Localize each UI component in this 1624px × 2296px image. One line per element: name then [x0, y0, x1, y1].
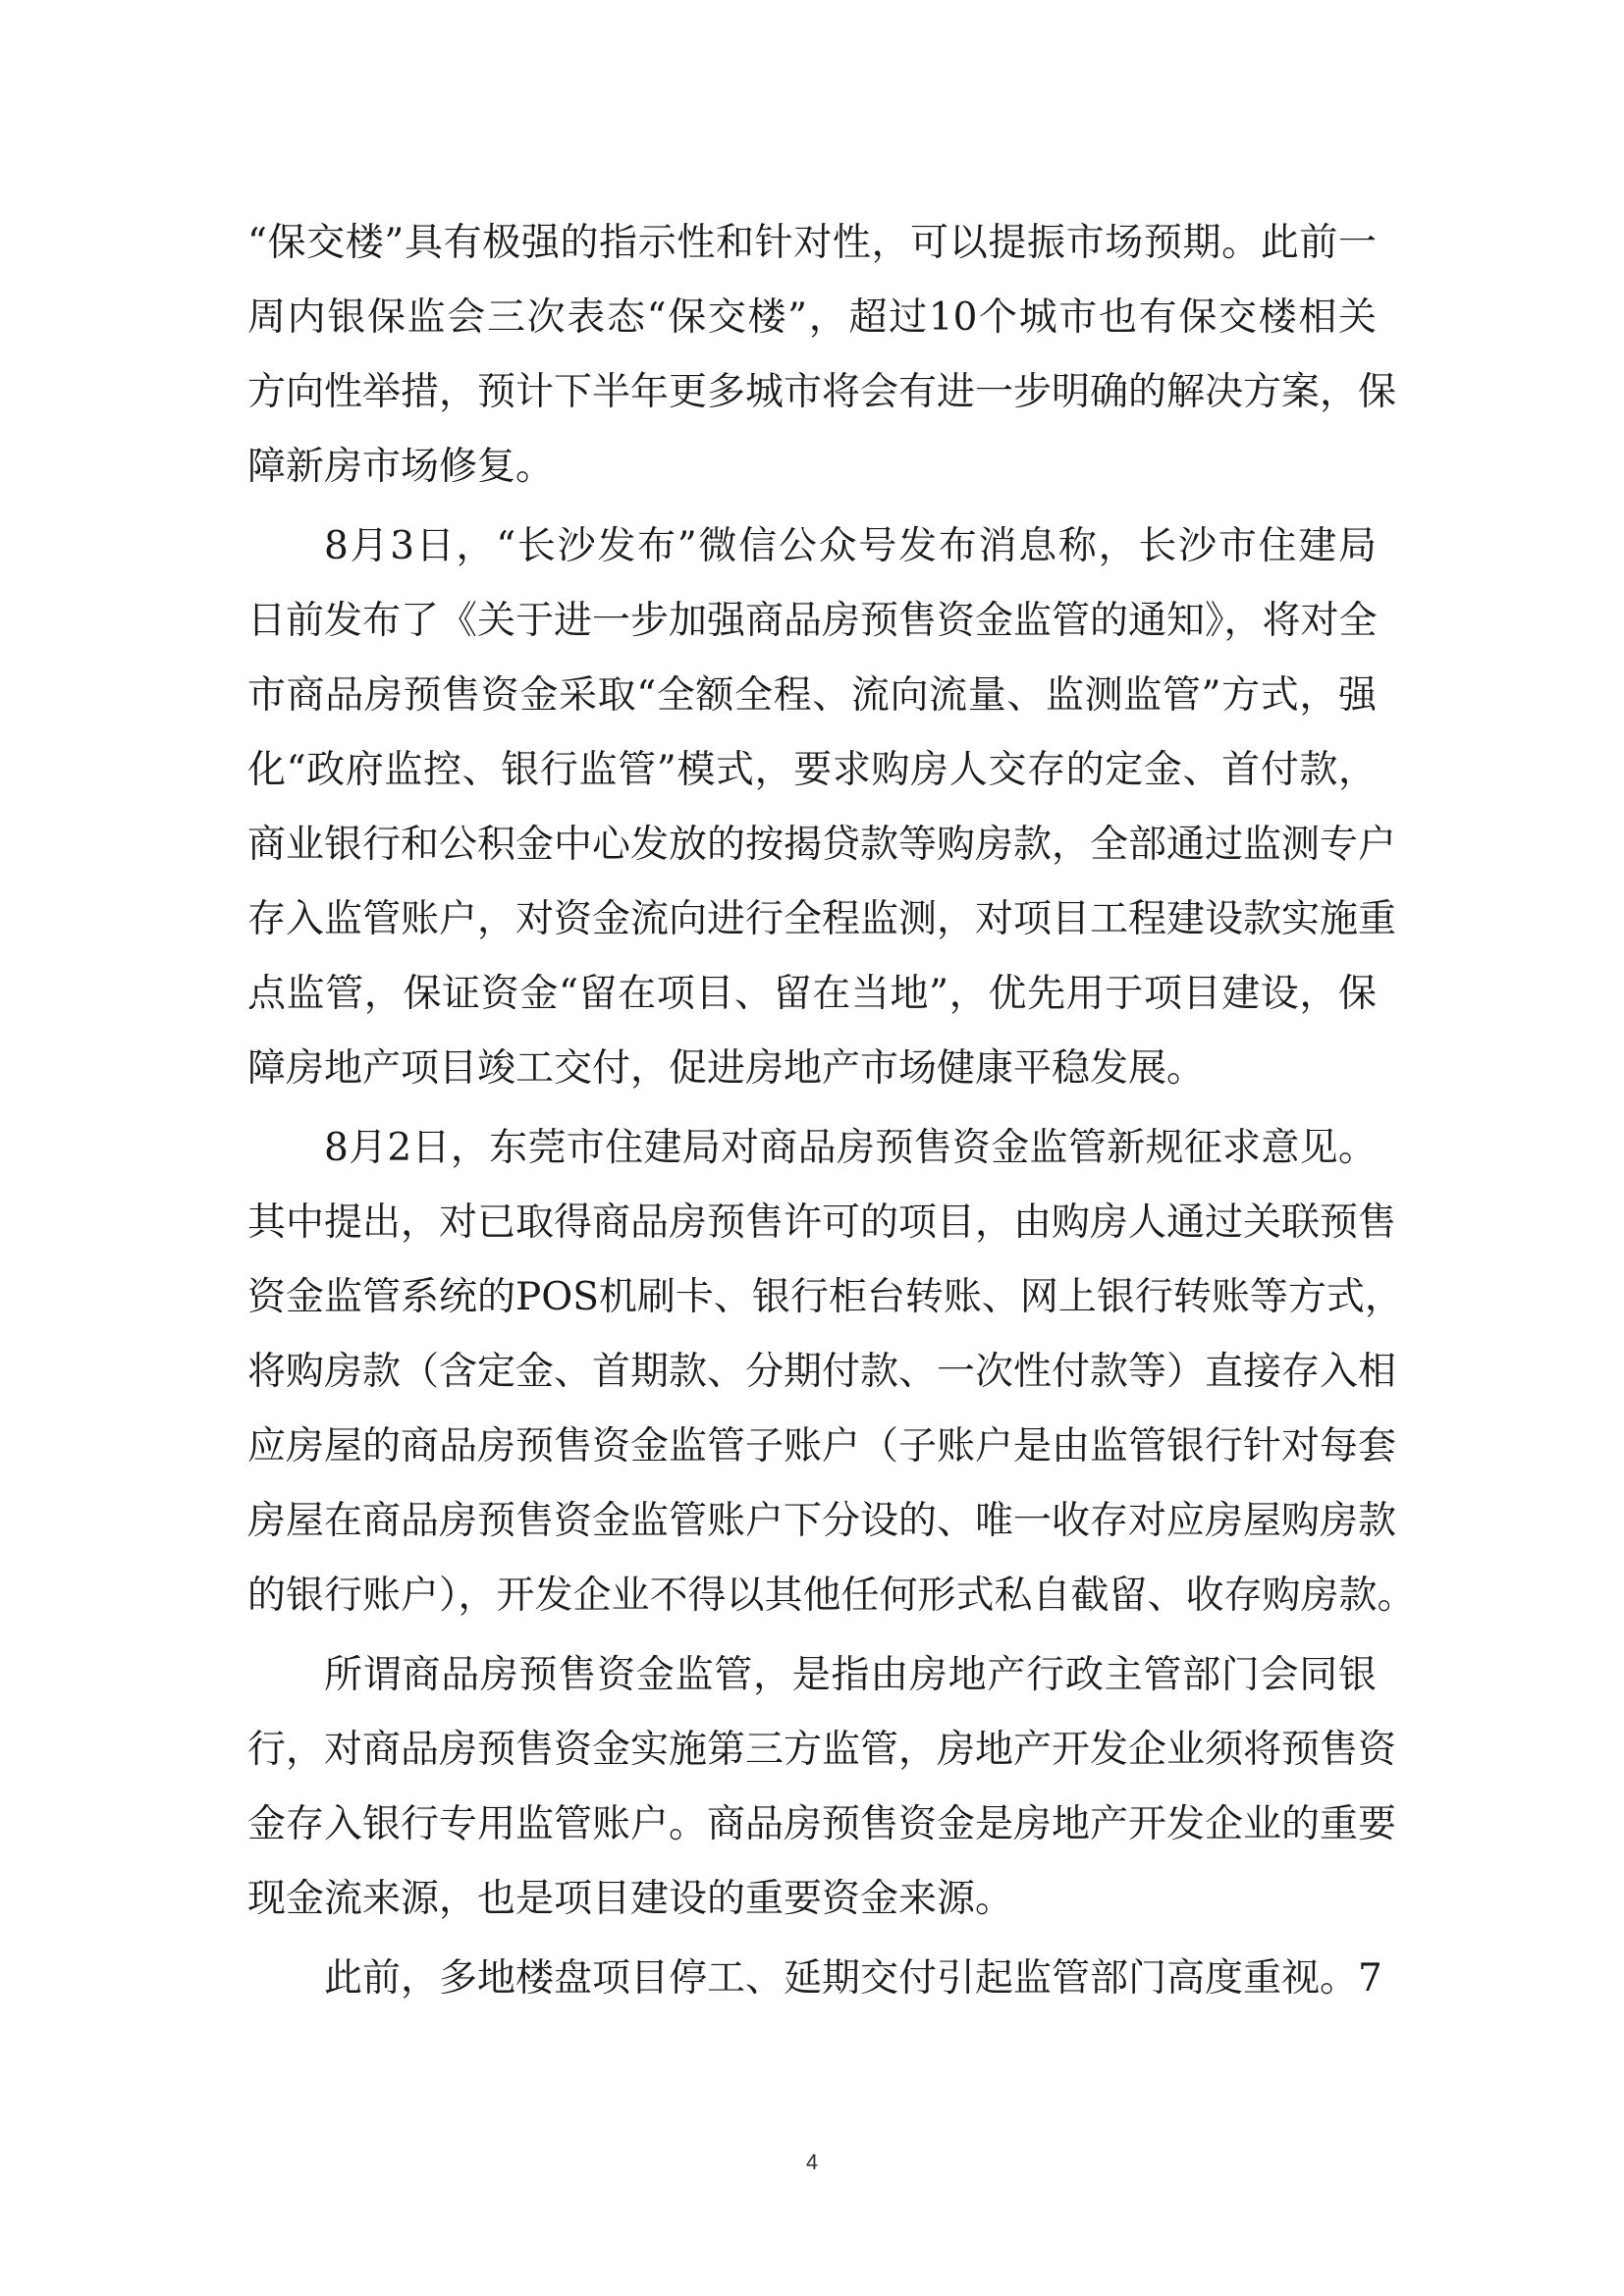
- text-line: 存入监管账户，对资金流向进行全程监测，对项目工程建设款实施重: [247, 897, 1397, 941]
- text-line: 所谓商品房预售资金监管，是指由房地产行政主管部门会同银: [324, 1653, 1377, 1697]
- text-line: 市商品房预售资金采取“全额全程、流向流量、监测监管”方式，强: [247, 673, 1377, 718]
- text-line: 障房地产项目竣工交付，促进房地产市场健康平稳发展。: [247, 1046, 1206, 1091]
- text-line: 房屋在商品房预售资金监管账户下分设的、唯一收存对应房屋购房款: [247, 1499, 1397, 1543]
- text-line: 其中提出，对已取得商品房预售许可的项目，由购房人通过关联预售: [247, 1201, 1397, 1245]
- text-line: 应房屋的商品房预售资金监管子账户（子账户是由监管银行针对每套: [247, 1424, 1397, 1468]
- text-line: 资金监管系统的POS机刷卡、银行柜台转账、网上银行转账等方式，: [247, 1275, 1403, 1319]
- text-line: “保交楼”具有极强的指示性和针对性，可以提振市场预期。此前一: [247, 221, 1377, 265]
- text-line: 点监管，保证资金“留在项目、留在当地”，优先用于项目建设，保: [247, 972, 1377, 1016]
- text-line: 周内银保监会三次表态“保交楼”，超过10个城市也有保交楼相关: [247, 295, 1377, 340]
- text-line: 将购房款（含定金、首期款、分期付款、一次性付款等）直接存入相: [247, 1350, 1397, 1394]
- text-line: 行，对商品房预售资金实施第三方监管，房地产开发企业须将预售资: [247, 1728, 1397, 1772]
- text-line: 障新房市场修复。: [247, 445, 555, 489]
- text-line: 8月3日，“长沙发布”微信公众号发布消息称，长沙市住建局: [324, 524, 1377, 568]
- text-line: 商业银行和公积金中心发放的按揭贷款等购房款，全部通过监测专户: [247, 823, 1397, 867]
- text-line: 8月2日，东莞市住建局对商品房预售资金监管新规征求意见。: [324, 1126, 1377, 1170]
- text-line: 化“政府监控、银行监管”模式，要求购房人交存的定金、首付款，: [247, 748, 1377, 792]
- text-line: 现金流来源，也是项目建设的重要资金来源。: [247, 1877, 1014, 1921]
- text-line: 方向性举措，预计下半年更多城市将会有进一步明确的解决方案，保: [247, 370, 1397, 414]
- text-line: 此前，多地楼盘项目停工、延期交付引起监管部门高度重视。7: [324, 1956, 1382, 2001]
- text-line: 日前发布了《关于进一步加强商品房预售资金监管的通知》，将对全: [247, 599, 1378, 643]
- page-number: 4: [805, 2150, 819, 2174]
- text-line: 金存入银行专用监管账户。商品房预售资金是房地产开发企业的重要: [247, 1802, 1397, 1846]
- text-line: 的银行账户），开发企业不得以其他任何形式私自截留、收存购房款。: [247, 1574, 1416, 1618]
